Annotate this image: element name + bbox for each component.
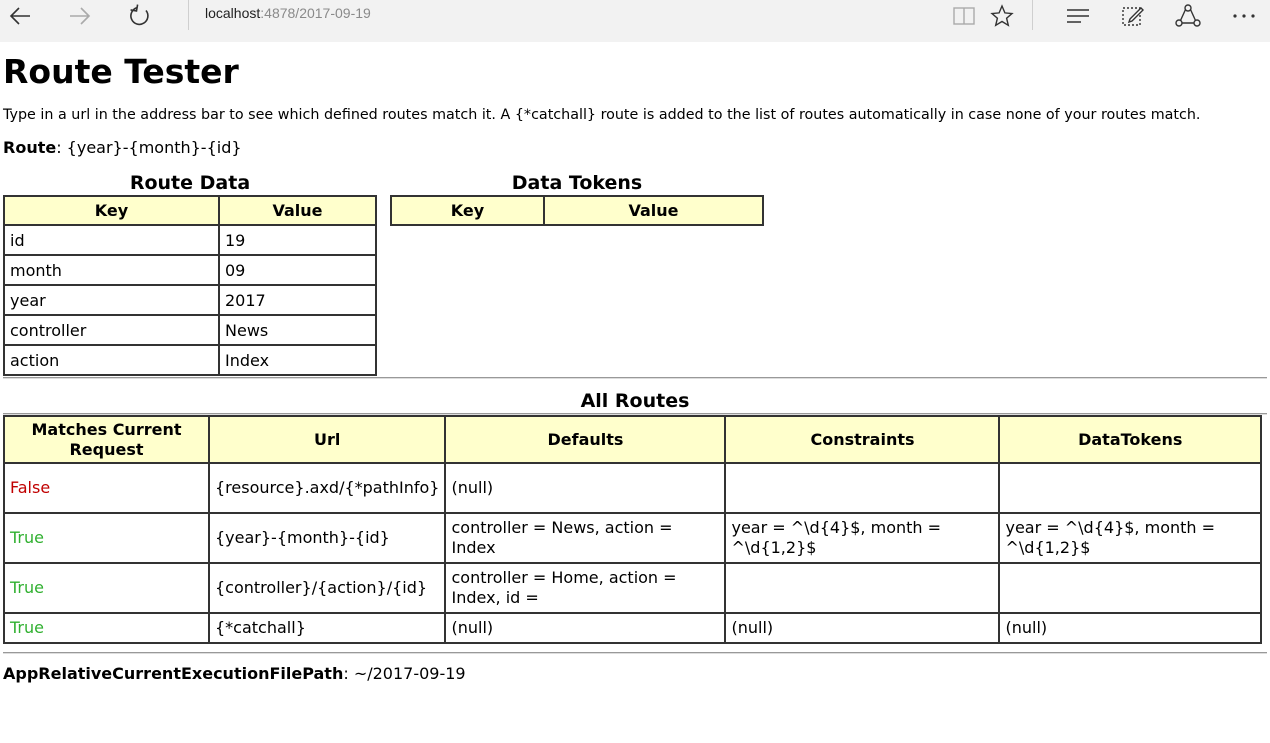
- cell-key: month: [4, 255, 219, 285]
- cell-matches: True: [4, 613, 209, 643]
- table-header-row: [4, 196, 376, 225]
- all-routes-caption: All Routes: [580, 390, 690, 413]
- web-note-icon[interactable]: [1117, 0, 1149, 32]
- footer-line: [3, 664, 1267, 683]
- more-icon[interactable]: [1228, 0, 1260, 32]
- header-value: Value: [219, 196, 376, 225]
- page-content: [0, 54, 1270, 683]
- header-datatokens: DataTokens: [999, 416, 1261, 463]
- all-routes-table: [3, 415, 1262, 644]
- cell-key: year: [4, 285, 219, 315]
- cell-value: 19: [219, 225, 376, 255]
- share-icon[interactable]: [1172, 0, 1204, 32]
- footer-value: : ~/2017-09-19: [343, 664, 466, 684]
- cell-constraints: year = ^\d{4}$, month = ^\d{1,2}$: [725, 513, 999, 563]
- header-url: Url: [209, 416, 445, 463]
- cell-defaults: controller = News, action = Index: [445, 513, 725, 563]
- favorite-star-icon[interactable]: [986, 0, 1018, 32]
- table-row: [4, 513, 1261, 563]
- cell-url: {controller}/{action}/{id}: [209, 563, 445, 613]
- page-description: Type in a url in the address bar to see which defined routes match it. A {*catchall} route is added to the list of routes automatically in case none of your routes match.: [3, 107, 1201, 124]
- hub-icon[interactable]: [1062, 0, 1094, 32]
- data-tokens-table: [390, 195, 764, 226]
- cell-value: 2017: [219, 285, 376, 315]
- table-row: [4, 463, 1261, 513]
- data-tokens-caption: Data Tokens: [511, 172, 643, 195]
- header-defaults: Defaults: [445, 416, 725, 463]
- cell-datatokens: (null): [999, 613, 1261, 643]
- cell-constraints: (null): [725, 613, 999, 643]
- cell-value: 09: [219, 255, 376, 285]
- table-row: [4, 225, 376, 255]
- route-line: [3, 138, 1267, 157]
- cell-value: Index: [219, 345, 376, 375]
- route-data-section: [3, 171, 377, 376]
- cell-key: id: [4, 225, 219, 255]
- header-key: Key: [4, 196, 219, 225]
- cell-url: {resource}.axd/{*pathInfo}: [209, 463, 445, 513]
- table-header-row: [4, 416, 1261, 463]
- cell-matches: True: [4, 563, 209, 613]
- cell-defaults: (null): [445, 613, 725, 643]
- tables-row: [3, 171, 1267, 376]
- address-bar[interactable]: [188, 0, 1033, 30]
- table-row: [4, 285, 376, 315]
- refresh-icon[interactable]: [124, 0, 156, 32]
- table-header-row: [391, 196, 763, 225]
- cell-constraints: [725, 563, 999, 613]
- header-constraints: Constraints: [725, 416, 999, 463]
- forward-arrow-icon[interactable]: [64, 0, 96, 32]
- cell-defaults: controller = Home, action = Index, id =: [445, 563, 725, 613]
- browser-toolbar: [0, 0, 1270, 42]
- cell-key: controller: [4, 315, 219, 345]
- cell-value: News: [219, 315, 376, 345]
- divider: [3, 377, 1267, 379]
- table-row: [4, 315, 376, 345]
- address-url[interactable]: localhost:4878/2017-09-19: [205, 5, 371, 21]
- cell-datatokens: [999, 563, 1261, 613]
- footer-label: AppRelativeCurrentExecutionFilePath: [3, 664, 344, 684]
- cell-datatokens: [999, 463, 1261, 513]
- cell-url: {*catchall}: [209, 613, 445, 643]
- divider: [3, 652, 1267, 654]
- header-value: Value: [544, 196, 763, 225]
- table-row: [4, 563, 1261, 613]
- reading-view-icon[interactable]: [948, 0, 980, 32]
- cell-matches: False: [4, 463, 209, 513]
- data-tokens-section: [390, 171, 764, 226]
- cell-matches: True: [4, 513, 209, 563]
- table-row: [4, 345, 376, 375]
- cell-datatokens: year = ^\d{4}$, month = ^\d{1,2}$: [999, 513, 1261, 563]
- cell-defaults: (null): [445, 463, 725, 513]
- cell-url: {year}-{month}-{id}: [209, 513, 445, 563]
- route-data-table: [3, 195, 377, 376]
- header-matches: Matches Current Request: [4, 416, 209, 463]
- back-arrow-icon[interactable]: [4, 0, 36, 32]
- route-data-caption: Route Data: [129, 172, 251, 195]
- route-value: : {year}-{month}-{id}: [56, 138, 242, 158]
- table-row: [4, 613, 1261, 643]
- table-row: [4, 255, 376, 285]
- route-label: Route: [3, 138, 57, 158]
- cell-constraints: [725, 463, 999, 513]
- page-title: Route Tester: [3, 52, 239, 91]
- cell-key: action: [4, 345, 219, 375]
- header-key: Key: [391, 196, 544, 225]
